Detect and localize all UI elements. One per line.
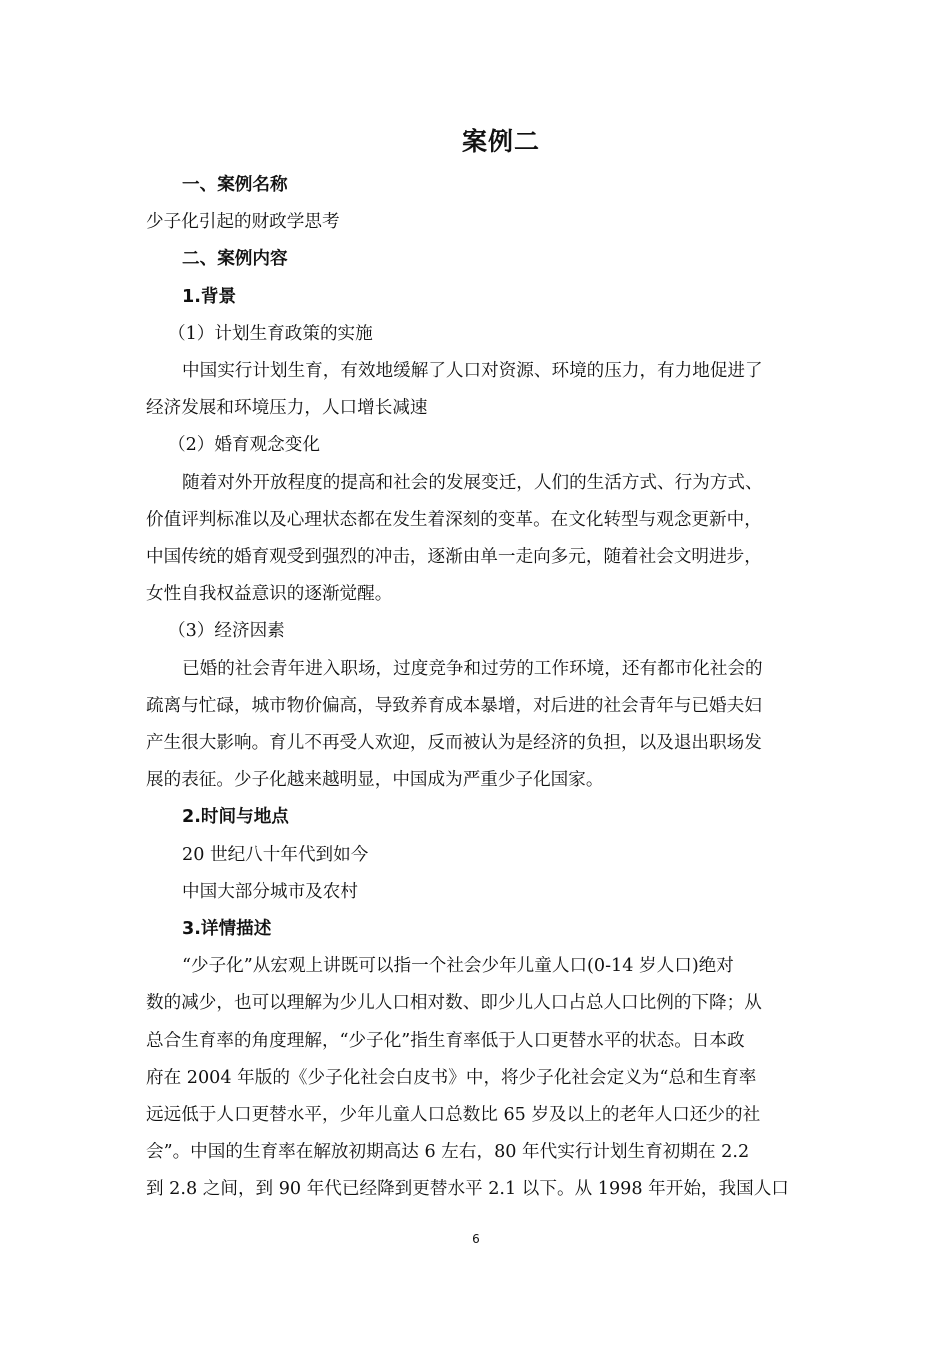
- paragraph-line: 府在 2004 年版的《少子化社会白皮书》中，将少子化社会定义为“总和生育率: [146, 1067, 757, 1088]
- numbered-subheading: （1）计划生育政策的实施: [168, 323, 373, 344]
- paragraph-line: 少子化引起的财政学思考: [146, 212, 340, 233]
- paragraph-line: 远远低于人口更替水平，少年儿童人口总数比 65 岁及以上的老年人口还少的社: [146, 1105, 761, 1126]
- paragraph-line: 疏离与忙碌，城市物价偏高，导致养育成本暴增，对后进的社会青年与已婚夫妇: [146, 695, 762, 716]
- subsection-heading: 2.时间与地点: [182, 807, 289, 828]
- page-number: 6: [472, 1232, 480, 1246]
- paragraph-line: “少子化”从宏观上讲既可以指一个社会少年儿童人口(0-14 岁人口)绝对: [182, 956, 734, 977]
- paragraph-line: 价值评判标准以及心理状态都在发生着深刻的变革。在文化转型与观念更新中，: [146, 509, 762, 530]
- numbered-subheading: （3）经济因素: [168, 621, 285, 642]
- document-body: [146, 167, 812, 1209]
- paragraph-line: 总合生育率的角度理解，“少子化”指生育率低于人口更替水平的状态。日本政: [146, 1030, 745, 1051]
- paragraph-line: 展的表征。少子化越来越明显，中国成为严重少子化国家。: [146, 770, 604, 791]
- paragraph-line: 到 2.8 之间，到 90 年代已经降到更替水平 2.1 以下。从 1998 年开始，我国人口: [146, 1179, 789, 1200]
- document-title: 案例二: [461, 127, 540, 156]
- subsection-heading: 1.背景: [182, 286, 237, 307]
- paragraph-line: 产生很大影响。育儿不再受人欢迎，反而被认为是经济的负担，以及退出职场发: [146, 733, 762, 754]
- paragraph-line: 随着对外开放程度的提高和社会的发展变迁，人们的生活方式、行为方式、: [182, 472, 763, 493]
- subsection-heading: 3.详情描述: [182, 919, 272, 940]
- paragraph-line: 中国实行计划生育，有效地缓解了人口对资源、环境的压力，有力地促进了: [182, 361, 763, 382]
- section-heading: 一、案例名称: [182, 175, 288, 195]
- section-heading: 二、案例内容: [182, 249, 288, 270]
- paragraph-line: 会”。中国的生育率在解放初期高达 6 左右，80 年代实行计划生育初期在 2.2: [146, 1142, 750, 1163]
- paragraph-line: 女性自我权益意识的逐渐觉醒。: [146, 584, 393, 605]
- paragraph-line: 数的减少，也可以理解为少儿人口相对数、即少儿人口占总人口比例的下降；从: [146, 993, 762, 1014]
- paragraph-line: 中国大部分城市及农村: [182, 881, 358, 902]
- paragraph-line: 经济发展和环境压力，人口增长减速: [146, 398, 428, 419]
- paragraph-line: 已婚的社会青年进入职场，过度竞争和过劳的工作环境，还有都市化社会的: [182, 658, 763, 679]
- numbered-subheading: （2）婚育观念变化: [168, 435, 320, 456]
- paragraph-line: 20 世纪八十年代到如今: [182, 844, 369, 865]
- paragraph-line: 中国传统的婚育观受到强烈的冲击，逐渐由单一走向多元，随着社会文明进步，: [146, 547, 762, 568]
